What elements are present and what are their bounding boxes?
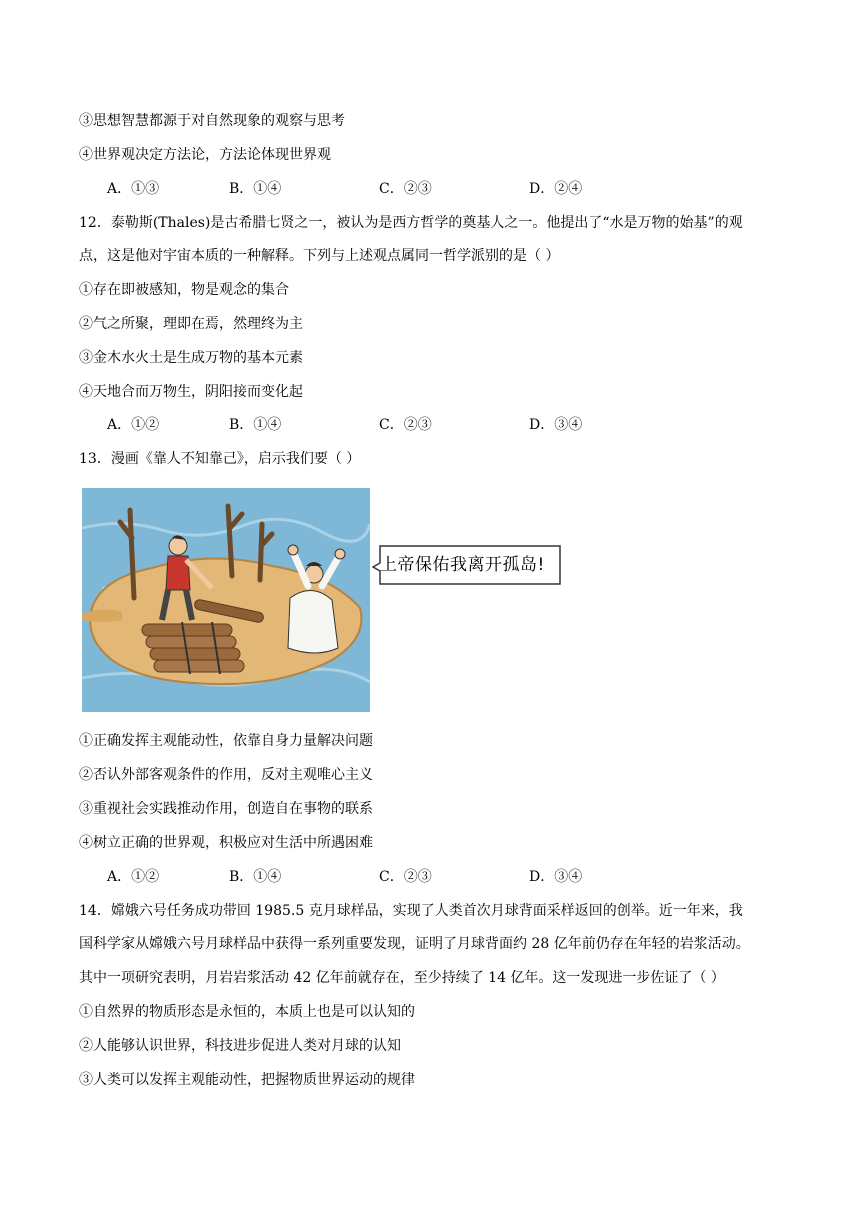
q14-statement-1: ①自然界的物质形态是永恒的，本质上也是可以认知的 <box>79 1004 415 1020</box>
q11-statement-3: ③思想智慧都源于对自然现象的观察与思考 <box>79 113 345 129</box>
q13-statement-3: ③重视社会实践推动作用，创造自在事物的联系 <box>79 801 373 817</box>
q13-statement-4: ④树立正确的世界观，积极应对生活中所遇困难 <box>79 835 373 851</box>
q12-stem-line-2: 点，这是他对宇宙本质的一种解释。下列与上述观点属同一哲学派别的是（ ） <box>79 248 560 264</box>
q14-statement-2: ②人能够认识世界，科技进步促进人类对月球的认知 <box>79 1038 401 1054</box>
q11-option-b: B．①④ <box>229 181 282 197</box>
q11-option-d: D．②④ <box>529 181 583 197</box>
q14-stem-line-3: 其中一项研究表明，月岩岩浆活动 42 亿年前就存在，至少持续了 14 亿年。这一发现进一步佐证了（ ） <box>79 970 725 986</box>
q12-option-c: C．②③ <box>379 417 432 433</box>
q12-option-a: A．①② <box>107 417 160 433</box>
q12-statement-3: ③金木水火土是生成万物的基本元素 <box>79 350 303 366</box>
q14-stem-line-1: 14．嫦娥六号任务成功带回 1985.5 克月球样品，实现了人类首次月球背面采样返回的创举。近一年来，我 <box>79 903 743 919</box>
q13-stem: 13．漫画《靠人不知靠己》，启示我们要（ ） <box>79 451 361 467</box>
q13-option-c: C．②③ <box>379 869 432 885</box>
q11-option-c: C．②③ <box>379 181 432 197</box>
q11-options <box>107 179 807 199</box>
q12-option-b: B．①④ <box>229 417 282 433</box>
q12-statement-1: ①存在即被感知，物是观念的集合 <box>79 282 289 298</box>
q13-options <box>107 867 807 887</box>
q13-statement-2: ②否认外部客观条件的作用，反对主观唯心主义 <box>79 767 373 783</box>
q11-statement-4: ④世界观决定方法论，方法论体现世界观 <box>79 147 331 163</box>
q12-statement-2: ②气之所聚，理即在焉，然理终为主 <box>79 316 303 332</box>
q11-option-a: A．①③ <box>107 181 160 197</box>
speech-bubble-text: 上帝保佑我离开孤岛! <box>380 555 545 575</box>
q13-option-a: A．①② <box>107 869 160 885</box>
q12-option-d: D．③④ <box>529 417 583 433</box>
q13-option-d: D．③④ <box>529 869 583 885</box>
q14-statement-3: ③人类可以发挥主观能动性，把握物质世界运动的规律 <box>79 1072 415 1088</box>
cartoon-island-image <box>82 488 370 712</box>
q14-stem-line-2: 国科学家从嫦娥六号月球样品中获得一系列重要发现，证明了月球背面约 28 亿年前仍存在年轻的岩浆活动。 <box>79 936 750 952</box>
q12-options <box>107 415 807 435</box>
q13-option-b: B．①④ <box>229 869 282 885</box>
q12-stem-line-1: 12．泰勒斯(Thales)是古希腊七贤之一，被认为是西方哲学的奠基人之一。他提出了“水是万物的始基”的观 <box>79 215 743 231</box>
q12-statement-4: ④天地合而万物生，阴阳接而变化起 <box>79 384 303 400</box>
q13-statement-1: ①正确发挥主观能动性，依靠自身力量解决问题 <box>79 733 373 749</box>
